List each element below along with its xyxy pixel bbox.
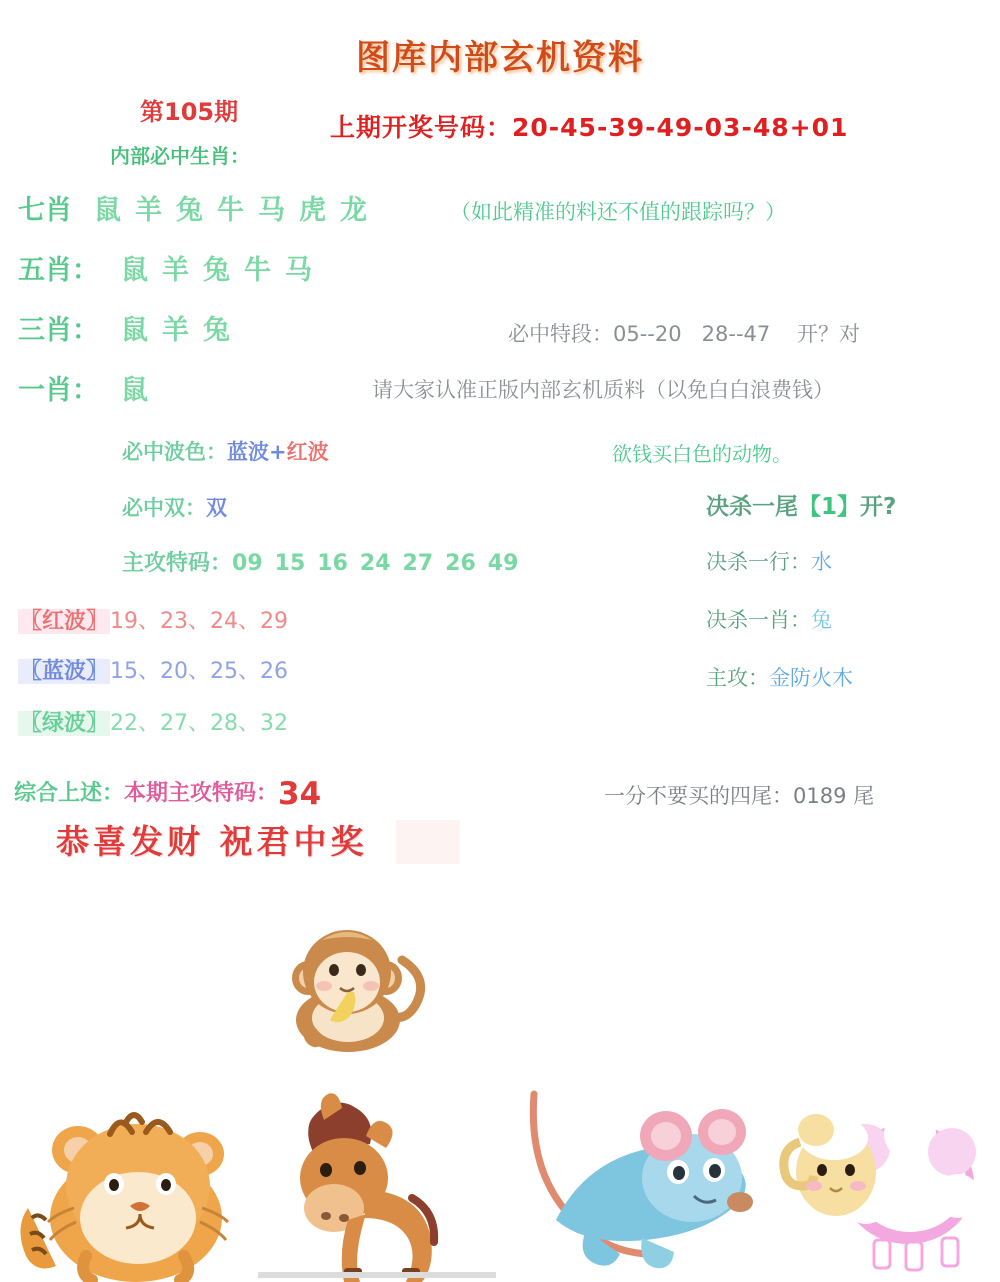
- zodiac-seven-label: 七肖: [18, 195, 72, 226]
- kill-tail-label: 决杀一尾: [706, 494, 798, 520]
- zodiac-animal: 羊: [162, 255, 189, 286]
- kill-element-line: [706, 546, 832, 576]
- zodiac-animal: 兔: [176, 195, 203, 226]
- green-wave-tag: 〖绿波〗: [20, 711, 109, 736]
- blue-wave-tag: 〖蓝波〗: [20, 659, 109, 684]
- summary-line: [14, 776, 321, 812]
- kill-zodiac-line: [706, 604, 832, 634]
- main-special-codes-line: [122, 546, 530, 577]
- blue-wave-numbers: 15、20、25、26: [110, 659, 288, 684]
- zodiac-animal: 龙: [340, 195, 367, 226]
- red-wave-row: [18, 604, 288, 635]
- wave-color-line: [122, 436, 329, 466]
- zodiac-three-label: 三肖：: [18, 315, 99, 346]
- red-wave-numbers: 19、23、24、29: [110, 609, 288, 634]
- zodiac-animal: 鼠: [94, 195, 121, 226]
- main-attack-label: 主攻：: [706, 666, 769, 690]
- summary-value: 34: [278, 776, 322, 812]
- zodiac-row-seven: [18, 188, 367, 227]
- zodiac-animal: 虎: [299, 195, 326, 226]
- blessing-decor-box: [396, 820, 460, 864]
- main-special-codes-label: 主攻特码：: [122, 551, 233, 576]
- special-code: 24: [359, 551, 391, 576]
- zodiac-row-three: [18, 308, 230, 347]
- genuine-notice: 请大家认准正版内部玄机质料（以免白白浪费钱）: [372, 378, 834, 402]
- zodiac-animal: 牛: [217, 195, 244, 226]
- zodiac-animal: 羊: [135, 195, 162, 226]
- no-buy-tails: 一分不要买的四尾：0189 尾: [604, 784, 875, 808]
- zodiac-row-one: [18, 368, 148, 407]
- kill-zodiac-label: 决杀一肖：: [706, 608, 811, 632]
- must-hit-even-value: 双: [206, 496, 227, 520]
- mouse-illustration: [516, 1060, 766, 1282]
- main-attack-value: 金防火木: [769, 666, 853, 690]
- zodiac-animal: 马: [258, 195, 285, 226]
- must-hit-even-line: [122, 492, 227, 522]
- page-title: 图库内部玄机资料: [356, 38, 644, 78]
- accuracy-note: （如此精准的料还不值的跟踪吗？）: [450, 200, 786, 224]
- teduan-range-1: 05--20: [613, 322, 682, 346]
- tiger-horse-illustration: [14, 1058, 496, 1282]
- blessing-text: 恭喜发财 祝君中奖: [56, 822, 368, 861]
- sheep-illustration: [770, 1056, 986, 1282]
- zodiac-animal: 兔: [203, 255, 230, 286]
- green-wave-numbers: 22、27、28、32: [110, 711, 288, 736]
- kill-tail-value: 【1】: [798, 494, 861, 520]
- zodiac-animal: 鼠: [121, 375, 148, 406]
- horse-illustration: [300, 1093, 434, 1282]
- special-code: 49: [487, 551, 519, 576]
- green-wave-row: [18, 706, 288, 737]
- previous-draw-numbers: 上期开奖号码：20-45-39-49-03-48+01: [330, 113, 849, 142]
- summary-prefix: 综合上述：: [14, 781, 125, 806]
- teduan-label: 必中特段：: [508, 322, 613, 346]
- must-hit-even-label: 必中双：: [122, 496, 206, 520]
- kill-zodiac-value: 兔: [811, 608, 832, 632]
- zodiac-animal: 马: [285, 255, 312, 286]
- summary-label: 本期主攻特码：: [124, 781, 279, 806]
- issue-number: 第105期: [140, 98, 239, 126]
- zodiac-five-label: 五肖：: [18, 255, 99, 286]
- tiger-illustration: [20, 1115, 228, 1282]
- teduan-open: 开？对: [796, 322, 860, 346]
- kill-element-value: 水: [811, 550, 832, 574]
- red-wave-tag: 〖红波〗: [20, 609, 109, 634]
- wave-color-plus: +: [269, 440, 287, 464]
- teduan-range-2: 28--47: [701, 322, 771, 346]
- main-attack-elements-line: [706, 662, 853, 692]
- zodiac-animal: 鼠: [121, 315, 148, 346]
- zodiac-row-five: [18, 248, 312, 287]
- zodiac-animal: 兔: [203, 315, 230, 346]
- special-code: 27: [402, 551, 434, 576]
- zodiac-animal: 鼠: [121, 255, 148, 286]
- kill-tail-line: [706, 488, 896, 521]
- special-code: 15: [274, 551, 306, 576]
- zodiac-animal: 牛: [244, 255, 271, 286]
- teduan-line: [508, 318, 860, 348]
- wave-color-red: 红波: [286, 440, 329, 464]
- inner-zodiac-label: 内部必中生肖：: [110, 144, 250, 168]
- monkey-illustration: [252, 900, 442, 1060]
- special-code: 26: [445, 551, 476, 576]
- zodiac-animal: 羊: [162, 315, 189, 346]
- special-code: 16: [317, 551, 348, 576]
- special-code: 09: [232, 551, 263, 576]
- wave-color-blue: 蓝波: [227, 440, 269, 464]
- wave-color-label: 必中波色：: [122, 440, 227, 464]
- blue-wave-row: [18, 654, 288, 685]
- kill-tail-open: 开?: [860, 494, 897, 520]
- kill-element-label: 决杀一行：: [706, 550, 811, 574]
- zodiac-one-label: 一肖：: [18, 375, 99, 406]
- white-animal-note: 欲钱买白色的动物。: [612, 442, 792, 466]
